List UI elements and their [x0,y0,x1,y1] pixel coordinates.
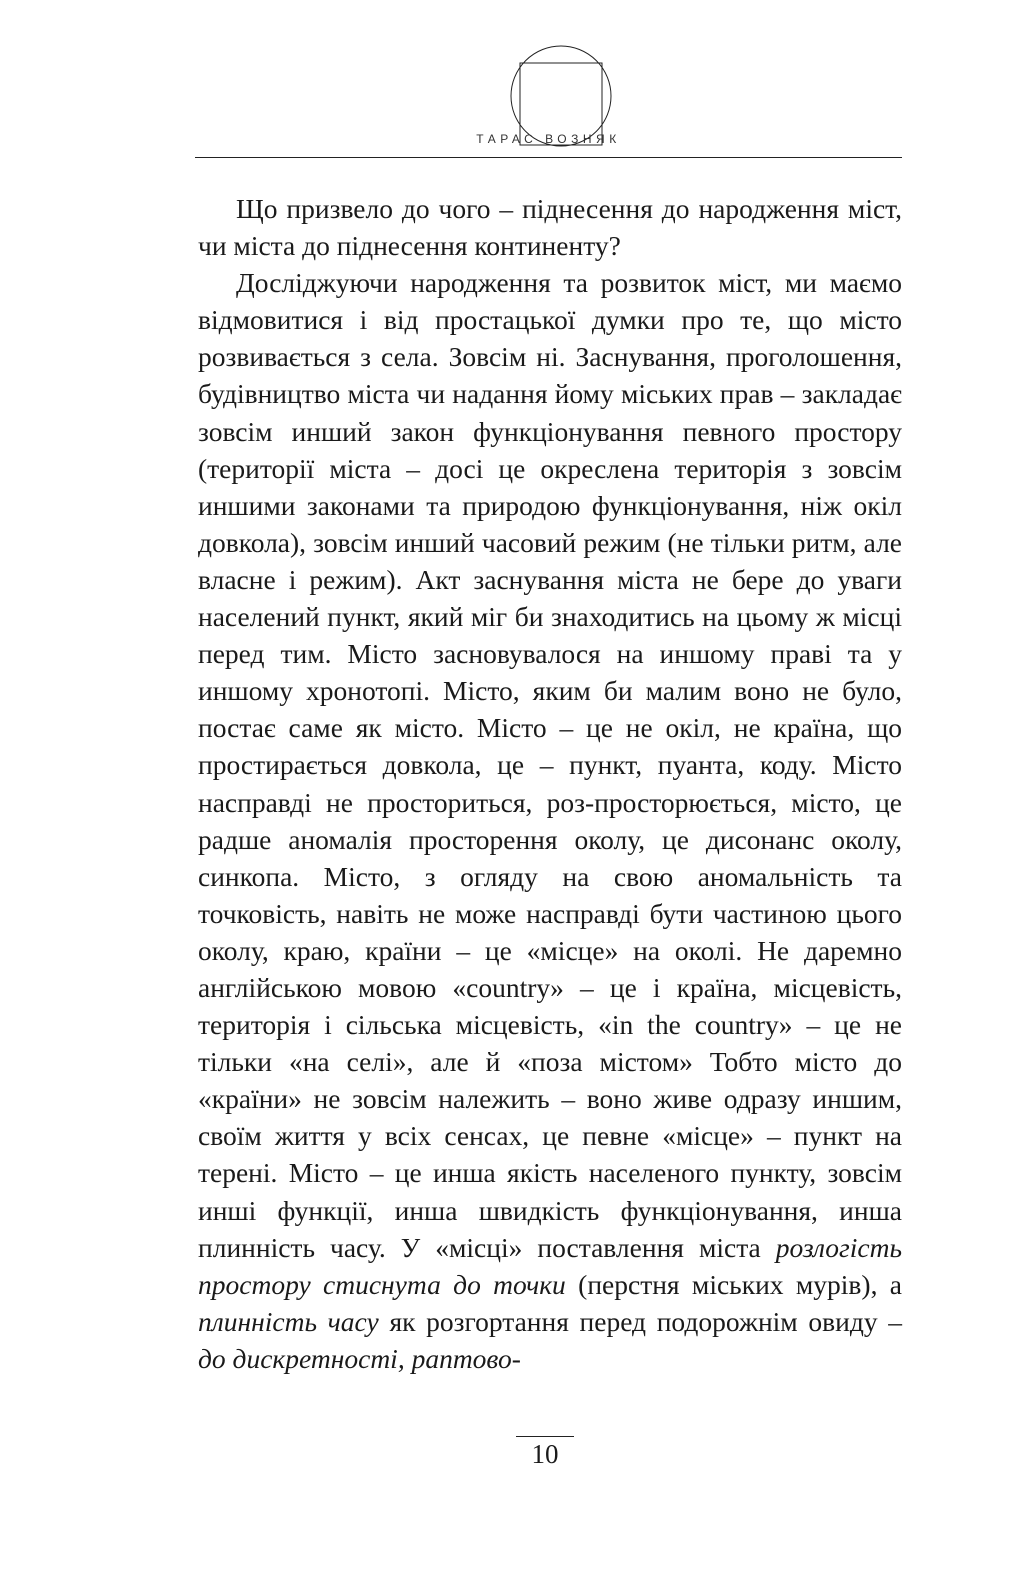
running-head: ТАРАС ВОЗНЯК [476,132,621,146]
header-rule [195,157,902,158]
italic-run: розлогість простору стиснута до точки [198,1231,902,1300]
italic-run: – до дискретності, раптово- [198,1305,902,1374]
text-run: Досліджуючи народження та розвиток міст, ми маємо відмовитися і від простацької думки про те, що місто розвивається з села. Зовсім ні. Заснування, проголошення, будівництво міста чи надання йому міських прав – закладає зовсім инший закон функціонування певного простору (території міста – досі це окреслена територія з зовсім иншими законами та природою функціонування, ніж окіл довкола), зовсім инший часовий режим (не тільки ритм, але власне і режим). Акт заснування міста не бере до уваги населений пункт, який міг би знаходитись на цьому ж місці перед тим. Місто засновувалося на иншому праві та у иншому хронотопі. Місто, яким би малим воно не було, постає саме як місто. Місто – це не окіл, не країна, що простирається довкола, це – пункт, пуанта, коду. Місто насправді не просторитьcя, роз-просторюється, місто, це радше аномалія просторення околу, це дисонанс околу, синкопа. Місто, з огляду на свою аномальність та точковість, навіть не може насправді бути частиною цього околу, краю, країни – це «місце» на околі. Не даремно англійською мовою «country» – це і країна, місцевість, територія і сільська місцевість, «in the country» – це не тільки «на селі», але й «поза містом» Тобто місто до «країни» не зовсім належить – воно живе одразу иншим, своїм життя у всіх сенсах, це певне «місце» – пункт на терені. Місто – це инша якість населеного пункту, зовсім инші функції, инша швидкість функціонування, инша плинність часу. У «місці» поставлення міста [198,267,902,1263]
page-number-block [516,1436,574,1469]
main-text [198,190,902,1377]
text-run: як розгортання перед подорожнім овиду [378,1305,889,1337]
paragraph [198,264,902,1377]
paragraph: Що призвело до чого – піднесення до народження міст, чи міста до піднесення континенту? [198,193,902,262]
page-number-rule [516,1436,574,1437]
text-run: (перстня міських мурів), а [565,1268,902,1300]
italic-run: плинність часу [198,1305,379,1337]
page-number: 10 [531,1439,559,1469]
